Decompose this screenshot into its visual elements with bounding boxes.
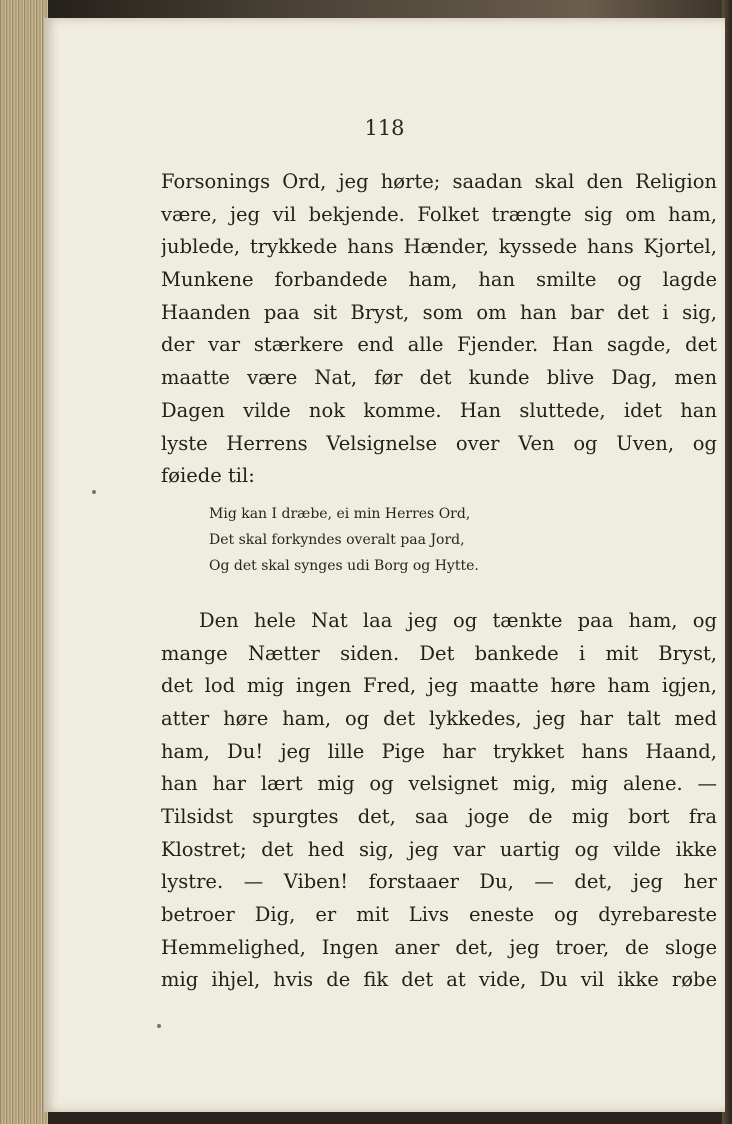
text-line: lystre. — Viben! forstaaer Du, — det, jeg her [161,870,717,894]
text-line: mig ihjel, hvis de fik det at vide, Du vil ikke røbe [161,968,717,992]
verse-line: Og det skal synges udi Borg og Hytte. [209,557,479,574]
page-body [161,166,717,997]
text-line: Hemmelighed, Ingen aner det, jeg troer, de sloge [161,935,717,959]
text-line: maatte være Nat, før det kunde blive Dag, men [161,366,717,390]
paragraph-1 [161,166,717,493]
text-line: Tilsidst spurgtes det, saa joge de mig bort fra [161,805,717,828]
text-line: Haanden paa sit Bryst, som om han bar det i sig, [161,300,717,324]
text-line: mange Nætter siden. Det bankede i mit Bryst, [161,641,717,665]
text-line: Munkene forbandede ham, han smilte og lagde [161,268,717,292]
text-line: føiede til: [161,464,255,488]
text-line: der var stærkere end alle Fjender. Han sagde, det [161,333,717,357]
text-line: betroer Dig, er mit Livs eneste og dyrebareste [161,903,717,927]
verse-line: Mig kan I dræbe, ei min Herres Ord, [209,505,471,522]
verse-quote [209,501,569,579]
text-line: Klostret; det hed sig, jeg var uartig og vilde ikke [161,837,717,861]
text-line: han har lært mig og velsignet mig, mig alene. — [161,772,717,796]
verse-line: Det skal forkyndes overalt paa Jord, [209,531,465,548]
text-line: Den hele Nat laa jeg og tænkte paa ham, og [199,608,717,632]
paragraph-2 [161,605,717,997]
text-line: Forsonings Ord, jeg hørte; saadan skal den Religion [161,170,717,193]
paper-speck [157,1024,161,1028]
text-line: være, jeg vil bekjende. Folket trængte sig om ham, [161,202,717,226]
page-number: 118 [364,116,405,140]
text-line: atter høre ham, og det lykkedes, jeg har talt med [161,706,717,730]
text-line: det lod mig ingen Fred, jeg maatte høre ham igjen, [161,674,717,698]
text-line: lyste Herrens Velsignelse over Ven og Uven, og [161,431,717,455]
book-page [44,18,725,1112]
book-cover-top [0,0,732,18]
page-edges [0,0,48,1124]
text-line: jublede, trykkede hans Hænder, kyssede hans Kjortel, [161,235,717,259]
paper-speck [92,490,96,494]
text-line: Dagen vilde nok komme. Han sluttede, idet han [161,398,717,422]
text-line: ham, Du! jeg lille Pige har trykket hans Haand, [161,739,717,763]
